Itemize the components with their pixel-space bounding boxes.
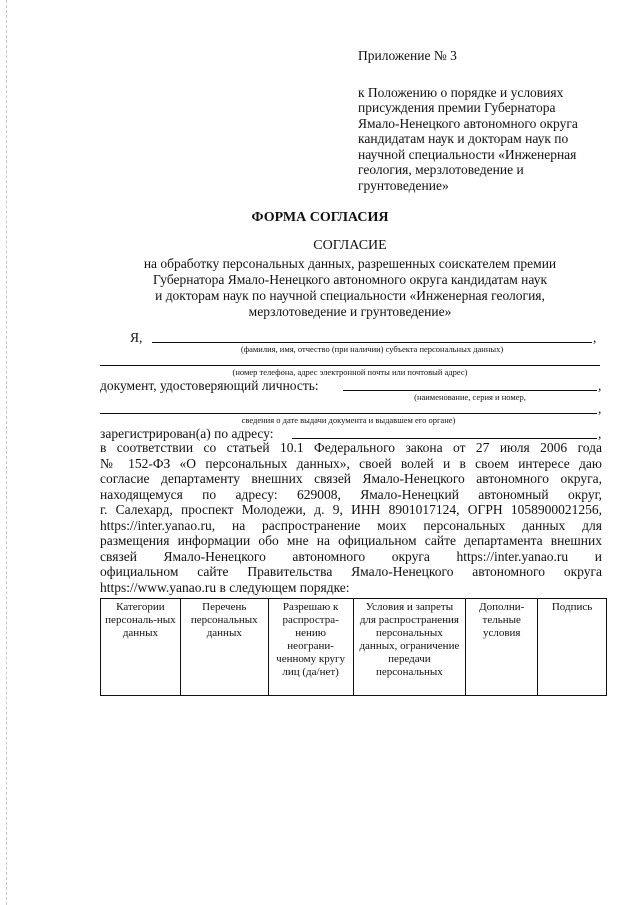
paragraph-line: https://inter.yanao.ru, на распространение моих персональных данных для — [100, 517, 602, 533]
appendix-number: Приложение № 3 — [358, 48, 457, 63]
comma: , — [598, 426, 602, 441]
paragraph-line: официальном сайте Правительства Ямало-Ненецкого автономного округа — [100, 564, 602, 579]
paragraph-line: https://www.yanao.ru в следующем порядке: — [100, 579, 350, 595]
fio-field[interactable] — [152, 342, 592, 343]
table-header-cell: Перечень персональных данных — [180, 599, 268, 696]
contacts-field[interactable] — [100, 365, 600, 366]
consent-heading-block — [100, 238, 600, 320]
consent-subtitle-line: на обработку персональных данных, разрешенных соискателем премии — [143, 256, 557, 271]
comma: , — [593, 330, 597, 345]
i-label: Я, — [130, 330, 143, 345]
paragraph-line: согласие департаменту внешних связей Ямало-Ненецкого автономного округа, — [100, 471, 602, 486]
paragraph-line: размещения информации обо мне на официальном сайте департамента внешних — [100, 533, 602, 548]
table-header-cell: Подпись — [538, 599, 607, 696]
table-header-cell: Дополни-тельные условия — [466, 599, 538, 696]
paragraph-line: связей Ямало-Ненецкого автономного округа https://inter.yanao.ru и — [100, 548, 602, 564]
paragraph-line: находящемуся по адресу: 629008, Ямало-Ненецкий автономный округ, — [100, 486, 602, 502]
table-header-cell: Разрешаю к распростра-нению неограни-ченному кругу лиц (да/нет) — [268, 599, 353, 696]
appendix-line: кандидатам наук и докторам наук по — [358, 131, 569, 146]
consent-subtitle-line: мерзлотоведение и грунтоведение» — [248, 304, 452, 319]
document-field[interactable] — [343, 390, 597, 391]
table-header-cell: Категории персональ-ных данных — [101, 599, 181, 696]
paragraph-line: г. Салехард, проспект Молодежи, д. 9, ИНН 8901017124, ОГРН 1058900021256, — [100, 502, 602, 517]
appendix-line: грунтоведение» — [358, 177, 449, 193]
appendix-block — [358, 48, 620, 193]
appendix-line: к Положению о порядке и условиях — [358, 84, 564, 100]
document-caption: (наименование, серия и номер, — [414, 392, 526, 402]
document-label: документ, удостоверяющий личность: — [100, 378, 319, 393]
issue-caption: сведения о дате выдачи документа и выдавшем его органе) — [241, 415, 456, 425]
contacts-caption: (номер телефона, адрес электронной почты или почтовый адрес) — [232, 367, 468, 377]
appendix-line: Ямало-Ненецкого автономного округа — [358, 115, 578, 131]
paragraph-line: № 152-ФЗ «О персональных данных», своей волей и в своем интересе даю — [100, 455, 602, 471]
comma: , — [598, 378, 602, 393]
paragraph-line: в соответствии со статьей 10.1 Федерального закона от 27 июля 2006 года — [100, 440, 602, 455]
page-margin-line — [6, 0, 7, 905]
issue-field[interactable] — [100, 413, 597, 414]
consent-subtitle-line: и докторам наук по научной специальности «Инженерная геология, — [155, 288, 545, 303]
registered-label: зарегистрирован(а) по адресу: — [100, 426, 274, 441]
consent-table — [100, 598, 607, 696]
appendix-line: геология, мерзлотоведение и — [358, 162, 524, 177]
appendix-line: научной специальности «Инженерная — [358, 146, 577, 162]
comma: , — [598, 401, 602, 416]
form-title: ФОРМА СОГЛАСИЯ — [251, 210, 389, 225]
consent-heading: СОГЛАСИЕ — [313, 238, 387, 253]
appendix-line: присуждения премии Губернатора — [358, 100, 556, 115]
table-header-row — [101, 599, 607, 696]
fio-caption: (фамилия, имя, отчество (при наличии) субъекта персональных данных) — [240, 344, 504, 354]
address-field[interactable] — [292, 438, 597, 439]
table-header-cell: Условия и запреты для распространения персональных данных, ограничение передачи персональных — [353, 599, 466, 696]
consent-subtitle-line: Губернатора Ямало-Ненецкого автономного округа кандидатам наук — [152, 272, 548, 287]
consent-paragraph — [100, 440, 602, 595]
